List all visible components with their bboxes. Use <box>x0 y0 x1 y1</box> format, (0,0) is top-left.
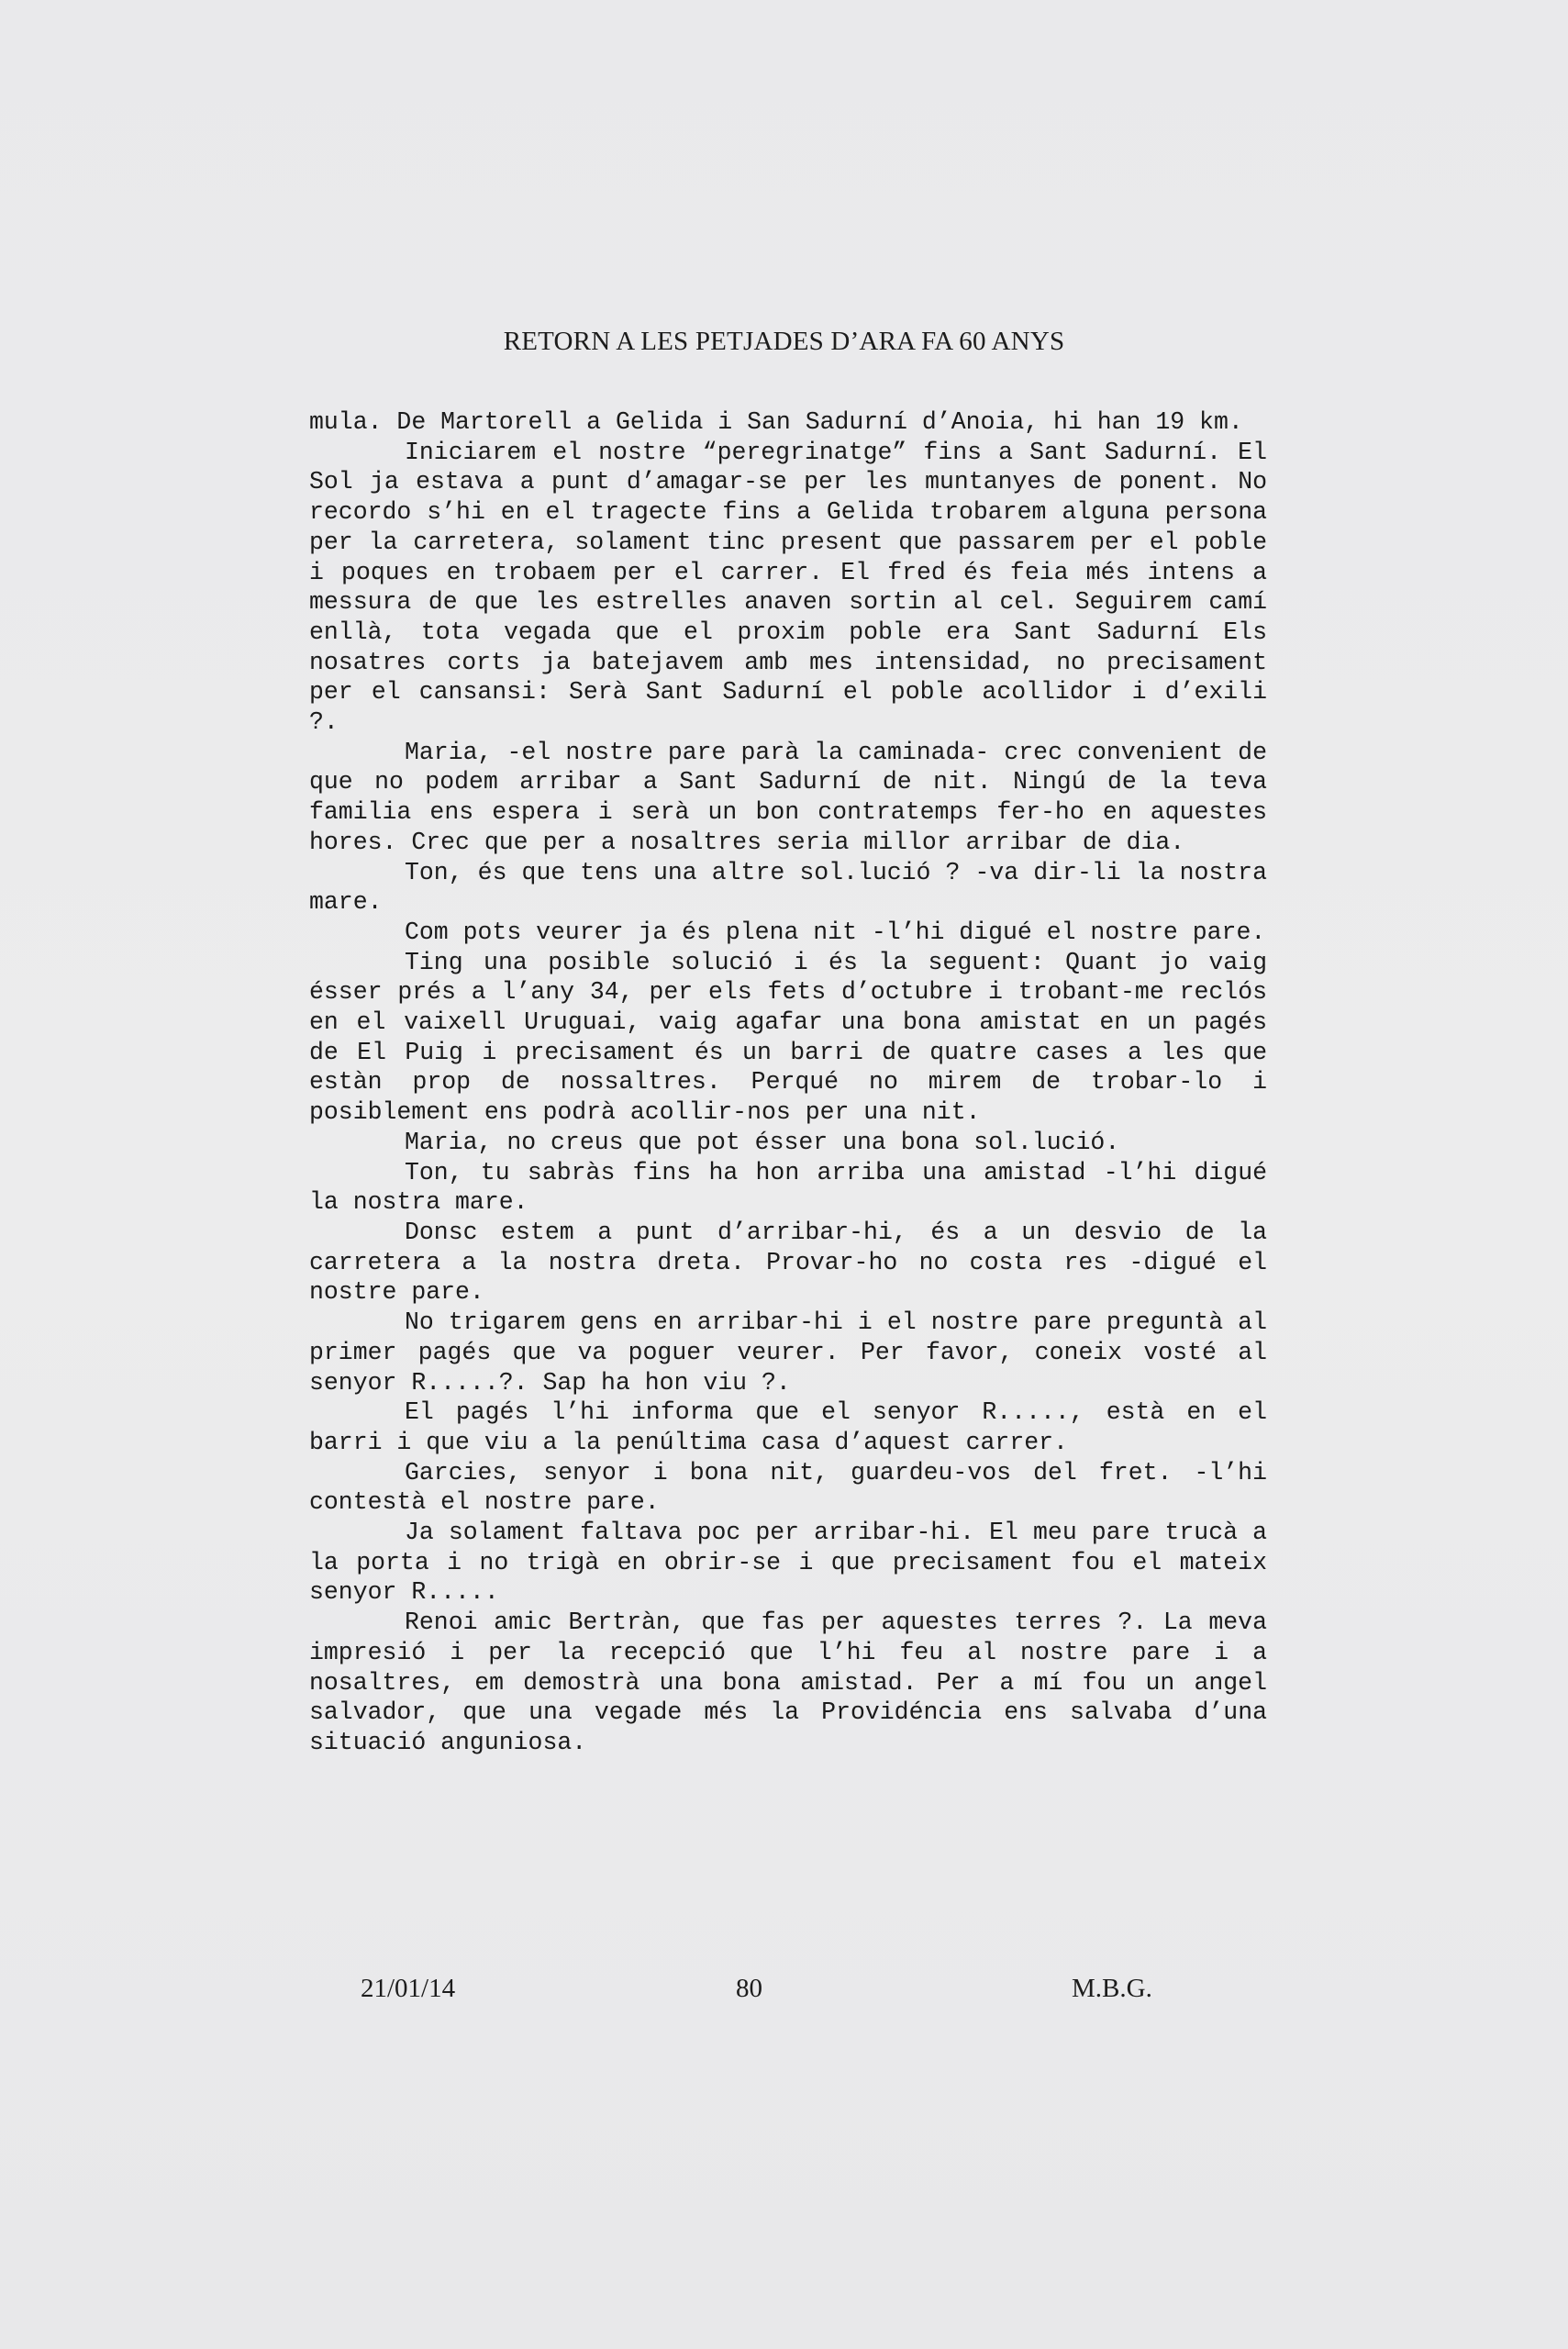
paragraph: mula. De Martorell a Gelida i San Sadurní d’Anoia, hi han 19 km. <box>309 408 1243 436</box>
paragraph: Ting una posible solució i és la seguent: Quant jo vaig ésser prés a l’any 34, per els fets d’octubre i trobant-me reclós en el vaixell Uruguai, vaig agafar una bona amistat en un pagés de El Puig i precisament és un barri de quatre cases a les que estàn prop de nossaltres. Perqué no mirem de trobar-lo i posiblement ens podrà acollir-nos per una nit. <box>309 948 1267 1127</box>
paragraph: Renoi amic Bertràn, que fas per aquestes terres ?. La meva impresió i per la recepció que l’hi feu al nostre pare i a nosaltres, em demostrà una bona amistad. Per a mí fou un angel salvador, que una vegade més la Providéncia ens salvaba d’una situació anguniosa. <box>309 1609 1267 1756</box>
footer-date: 21/01/14 <box>361 1974 456 2003</box>
paragraph: Ton, és que tens una altre sol.lució ? -va dir-li la nostra mare. <box>309 858 1267 917</box>
paragraph: Ton, tu sabràs fins ha hon arriba una amistad -l’hi digué la nostra mare. <box>309 1158 1267 1217</box>
paragraph: Garcies, senyor i bona nit, guardeu-vos del fret. -l’hi contestà el nostre pare. <box>309 1458 1267 1517</box>
paragraph: Donsc estem a punt d’arribar-hi, és a un desvio de la carretera a la nostra dreta. Provar-ho no costa res -digué el nostre pare. <box>309 1218 1267 1307</box>
running-header: RETORN A LES PETJADES D’ARA FA 60 ANYS <box>503 327 1065 356</box>
paragraph: Maria, -el nostre pare parà la caminada- crec convenient de que no podem arribar a Sant Sadurní de nit. Ningú de la teva familia ens espera i serà un bon contratemps fer-ho en aquestes hores. Crec que per a nosaltres seria millor arribar de dia. <box>309 738 1267 856</box>
paragraph: Maria, no creus que pot ésser una bona sol.lució. <box>405 1128 1120 1156</box>
paragraph: El pagés l’hi informa que el senyor R....., està en el barri i que viu a la penúltima casa d’aquest carrer. <box>309 1398 1267 1456</box>
body-text <box>309 407 1267 1758</box>
paragraph: Com pots veurer ja és plena nit -l’hi digué el nostre pare. <box>405 918 1266 946</box>
author-initials: M.B.G. <box>1072 1974 1152 2003</box>
page-number: 80 <box>736 1974 762 2003</box>
paragraph: Iniciarem el nostre “peregrinatge” fins a Sant Sadurní. El Sol ja estava a punt d’amagar-se per les muntanyes de ponent. No recordo s’hi en el tragecte fins a Gelida trobarem alguna persona per la carretera, solament tinc present que passarem per el poble i poques en trobaem per el carrer. El fred és feia més intens a messura de que les estrelles anaven sortin al cel. Seguirem camí enllà, tota vegada que el proxim poble era Sant Sadurní Els nosatres corts ja batejavem amb mes intensidad, no precisament per el cansansi: Serà Sant Sadurní el poble acollidor i d’exili ?. <box>309 438 1267 737</box>
paragraph: Ja solament faltava poc per arribar-hi. El meu pare trucà a la porta i no trigà en obrir-se i que precisament fou el mateix senyor R..... <box>309 1519 1267 1607</box>
paragraph: No trigarem gens en arribar-hi i el nostre pare preguntà al primer pagés que va poguer veurer. Per favor, coneix vosté al senyor R.....?. Sap ha hon viu ?. <box>309 1308 1267 1397</box>
